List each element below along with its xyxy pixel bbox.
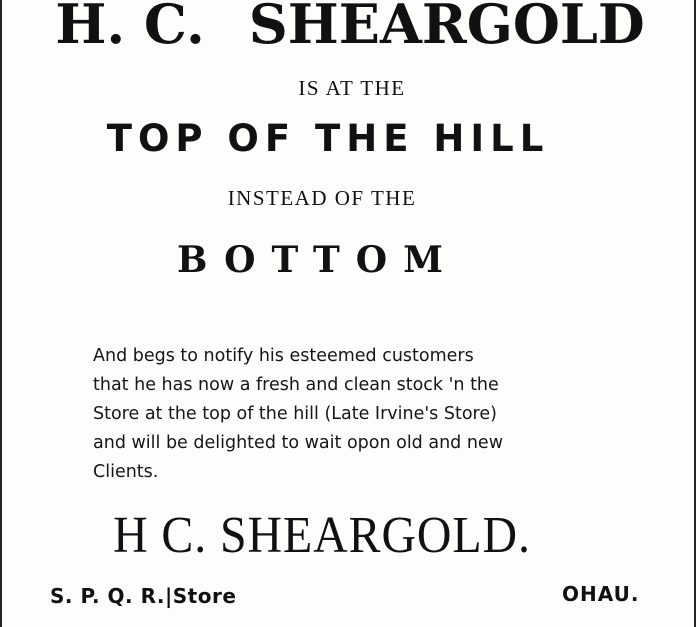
footer-store-name: S. P. Q. R.|Store	[50, 584, 237, 608]
body-line: and will be delighted to wait opon old and new	[93, 433, 504, 453]
headline	[0, 0, 700, 56]
line-top-of-hill: TOP OF THE HILL	[106, 117, 550, 160]
line-instead: INSTEAD OF THE	[227, 186, 417, 210]
body-line: Store at the top of the hill (Late Irvine's Store)	[93, 404, 497, 424]
body-line: that he has now a fresh and clean stock 'n the	[93, 375, 499, 395]
footer-location: OHAU.	[562, 582, 640, 606]
line-is-at: IS AT THE	[298, 76, 406, 100]
line-bottom: BOTTOM	[177, 239, 459, 281]
body-paragraph	[93, 342, 573, 487]
headline-initials: H. C.	[55, 0, 205, 56]
body-line: And begs to notify his esteemed customers	[93, 346, 474, 366]
body-line: Clients.	[93, 462, 159, 482]
headline-surname: SHEARGOLD	[248, 0, 645, 56]
signature-name: H C. SHEARGOLD.	[113, 507, 531, 564]
